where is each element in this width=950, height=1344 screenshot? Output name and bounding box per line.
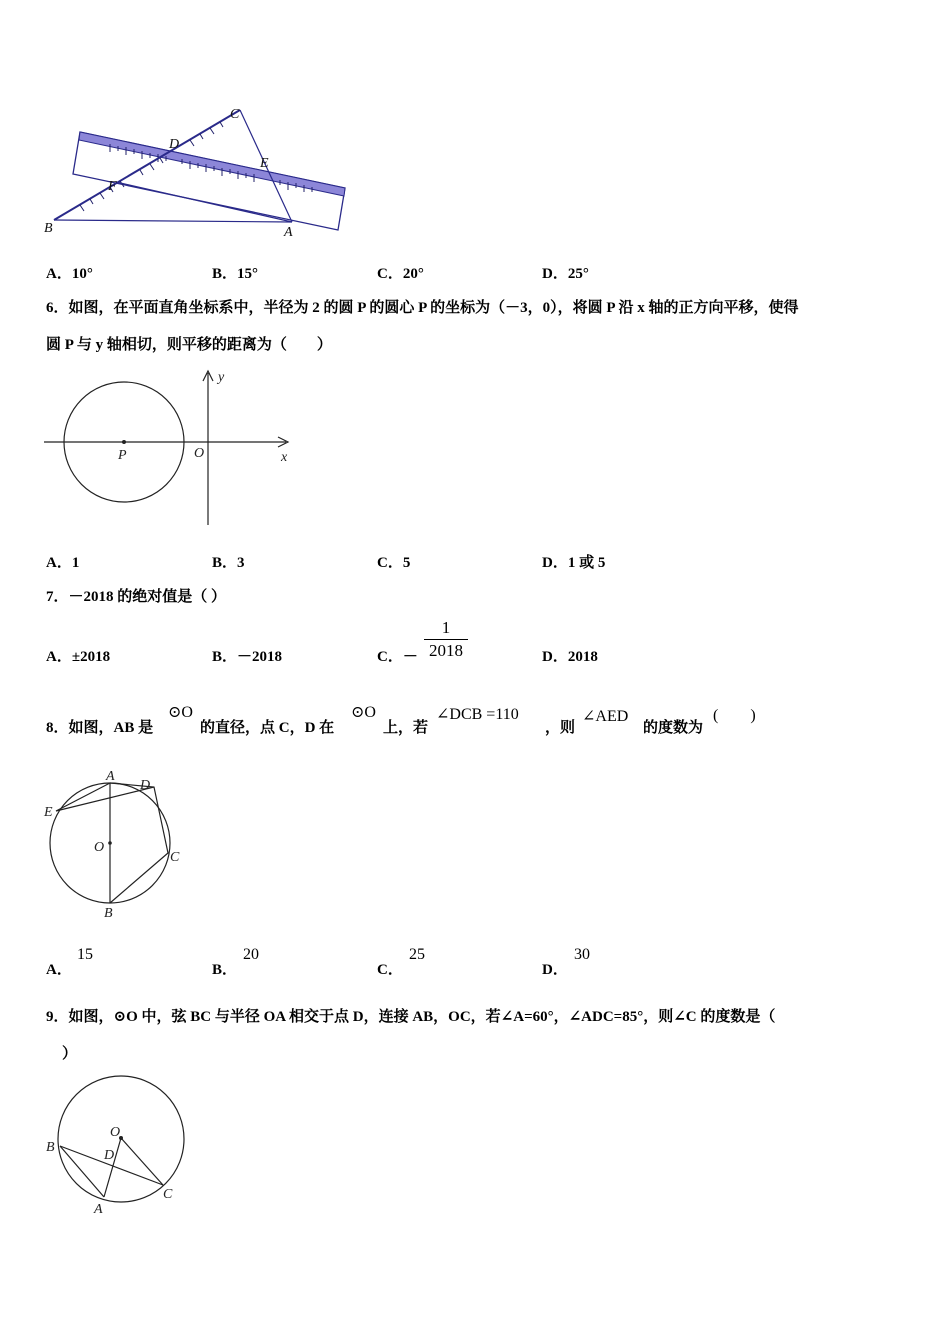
q8-stem-part3: 上，若 xyxy=(383,720,429,736)
label-e: E xyxy=(44,805,53,820)
label-b: B xyxy=(104,906,113,921)
q8-option-a-value: 15 xyxy=(77,946,93,963)
label-p: P xyxy=(118,448,127,463)
label-a: A xyxy=(94,1202,103,1217)
q8-angle-given: ∠DCB =110 xyxy=(436,706,519,723)
label-d: D xyxy=(104,1148,115,1163)
label-a: A xyxy=(106,769,115,784)
q8-stem-part2: 的直径，点 C，D 在 xyxy=(200,720,335,736)
q6-option-b[interactable]: B．3 xyxy=(212,555,245,571)
q6-figure xyxy=(40,365,300,530)
q8-option-d-value: 30 xyxy=(574,946,590,963)
label-b: B xyxy=(46,1140,55,1155)
label-c: C xyxy=(230,107,240,122)
q9-stem-line1: 9．如图，⊙O 中，弦 BC 与半径 OA 相交于点 D，连接 AB，OC，若∠A=60°，∠ADC=85°，则∠C 的度数是（ xyxy=(46,1009,776,1025)
label-o: O xyxy=(110,1125,121,1140)
label-d: D xyxy=(140,778,151,793)
q5-option-a[interactable]: A．10° xyxy=(46,266,93,282)
q7-option-d[interactable]: D．2018 xyxy=(542,649,598,665)
label-f: F xyxy=(108,179,117,194)
q8-option-c-value: 25 xyxy=(409,946,425,963)
q8-figure xyxy=(40,765,190,921)
q8-option-c[interactable]: C． xyxy=(377,962,403,978)
label-x: x xyxy=(281,450,288,465)
q8-angle-asked: ∠AED xyxy=(582,708,629,725)
q6-stem-line1: 6．如图，在平面直角坐标系中，半径为 2 的圆 P 的圆心 P 的坐标为（－3，0），将圆 P 沿 x 轴的正方向平移，使得 xyxy=(46,300,799,316)
q7-stem: 7．－2018 的绝对值是（ ） xyxy=(46,589,227,605)
radius-oc xyxy=(121,1138,163,1185)
center-o-dot xyxy=(108,841,112,845)
label-d: D xyxy=(169,137,180,152)
label-o: O xyxy=(94,840,105,855)
q7-option-b[interactable]: B．－2018 xyxy=(212,649,283,665)
label-c: C xyxy=(170,850,180,865)
label-a: A xyxy=(284,225,293,240)
q8-option-d[interactable]: D． xyxy=(542,962,568,978)
q5-option-c[interactable]: C．20° xyxy=(377,266,424,282)
q6-stem-line2: 圆 P 与 y 轴相切，则平移的距离为（ ） xyxy=(46,337,332,353)
q8-circle-symbol-2: ⊙O xyxy=(351,704,376,721)
q8-option-a[interactable]: A． xyxy=(46,962,72,978)
q8-answer-paren: ( ) xyxy=(713,707,756,724)
q8-circle-symbol: ⊙O xyxy=(168,704,193,721)
ruler-edge-ticks xyxy=(80,122,223,211)
q6-option-a[interactable]: A．1 xyxy=(46,555,80,571)
q8-option-b[interactable]: B． xyxy=(212,962,238,978)
q7-fraction xyxy=(424,618,468,661)
q7-option-a[interactable]: A．±2018 xyxy=(46,649,111,665)
q5-figure xyxy=(40,100,360,240)
q5-option-d[interactable]: D．25° xyxy=(542,266,589,282)
segment-ba xyxy=(54,220,292,222)
q6-option-c[interactable]: C．5 xyxy=(377,555,411,571)
q6-option-d[interactable]: D．1 或 5 xyxy=(542,555,606,571)
label-e: E xyxy=(260,156,269,171)
q8-stem-part5: 的度数为 xyxy=(643,720,704,736)
center-p-dot xyxy=(122,440,126,444)
q9-figure xyxy=(40,1070,200,1220)
ruler-band xyxy=(79,132,345,196)
q7-option-c[interactable]: C．－ xyxy=(377,649,418,665)
q8-option-b-value: 20 xyxy=(243,946,259,963)
q8-stem-part1: 8．如图，AB 是 xyxy=(46,720,154,736)
q5-option-b[interactable]: B．15° xyxy=(212,266,259,282)
fraction-denominator: 2018 xyxy=(429,641,463,660)
segment-fa xyxy=(116,182,292,222)
label-y: y xyxy=(218,370,225,385)
label-o: O xyxy=(194,446,205,461)
fraction-bar xyxy=(424,639,468,640)
pentagon-edges xyxy=(110,783,168,903)
q8-stem-part4: ，则 xyxy=(545,720,576,736)
q9-stem-line2: ） xyxy=(62,1046,78,1062)
label-b: B xyxy=(44,221,53,236)
fraction-numerator: 1 xyxy=(441,618,451,637)
label-c: C xyxy=(163,1187,173,1202)
